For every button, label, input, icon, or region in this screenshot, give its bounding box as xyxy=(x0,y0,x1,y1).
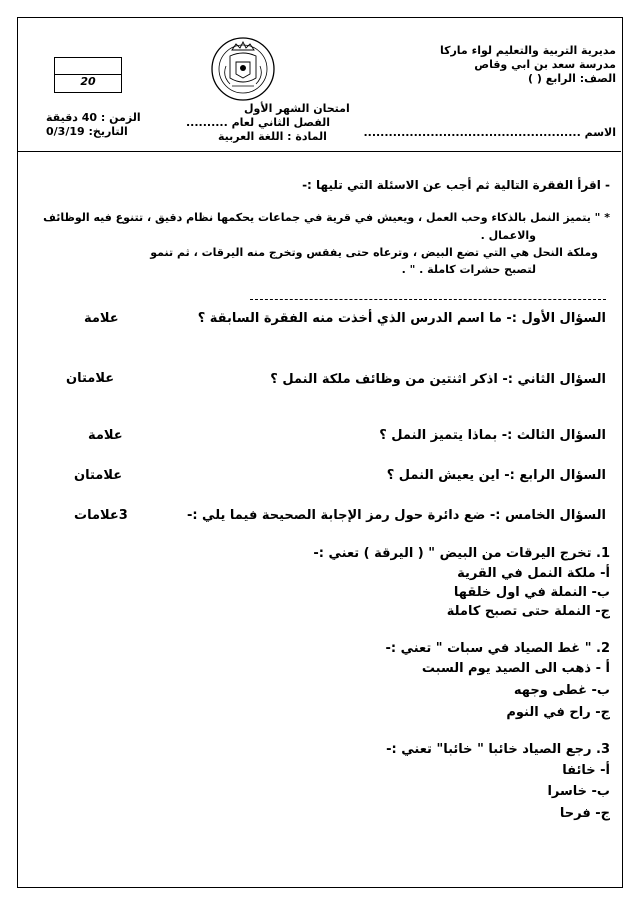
exam-date: التاريخ: 0/3/19 xyxy=(46,125,128,138)
grade: الصف: الرابع ( ) xyxy=(528,72,616,85)
mcq-3-option-a[interactable]: أ- خائفا xyxy=(562,763,610,778)
question-2-marks: علامتان xyxy=(66,371,115,386)
question-3-marks: علامة xyxy=(88,428,123,443)
page-border xyxy=(17,17,623,888)
question-5-marks: 3علامات xyxy=(74,508,128,523)
mcq-1-option-c[interactable]: ج- النملة حتى تصبح كاملة xyxy=(446,604,610,619)
mcq-2-option-b[interactable]: ب- غطى وجهه xyxy=(513,683,610,698)
exam-duration: الزمن : 40 دقيقة xyxy=(46,111,141,124)
mcq-3-stem: 3. رجع الصياد خائبا " خائبا" تعني :- xyxy=(386,742,610,757)
jordan-coat-of-arms-icon xyxy=(210,36,276,102)
question-5: السؤال الخامس :- ضع دائرة حول رمز الإجابة الصحيحة فيما يلي :- xyxy=(186,508,606,523)
total-score-box xyxy=(54,57,122,93)
mcq-2-option-c[interactable]: ج- راح في النوم xyxy=(506,705,610,720)
question-1: السؤال الأول :- ما اسم الدرس الذي أخذت منه الفقرة السابقة ؟ xyxy=(197,311,606,326)
student-name-field[interactable]: الاسم .................................................... xyxy=(363,126,616,139)
passage-line-2: والاعمال . xyxy=(480,229,536,242)
mcq-1-option-b[interactable]: ب- النملة في اول خلقها xyxy=(453,585,610,600)
question-4: السؤال الرابع :- اين يعيش النمل ؟ xyxy=(386,468,606,483)
question-1-marks: علامة xyxy=(84,311,119,326)
mcq-2-stem: 2. " غط الصياد في سبات " تعني :- xyxy=(385,641,610,656)
total-score: 20 xyxy=(80,75,96,88)
question-4-marks: علامتان xyxy=(74,468,123,483)
passage-divider xyxy=(250,299,606,300)
question-2: السؤال الثاني :- اذكر اثنتين من وظائف ملكة النمل ؟ xyxy=(270,372,606,387)
passage-line-4: لتصبح حشرات كاملة . " . xyxy=(401,263,536,276)
directorate: مديرية التربية والتعليم لواء ماركا xyxy=(439,44,616,57)
mcq-1-option-a[interactable]: أ- ملكة النمل في القرية xyxy=(457,566,610,581)
subject: المادة : اللغة العربية xyxy=(218,130,327,143)
header-divider xyxy=(17,151,621,152)
mcq-2-option-a[interactable]: أ - ذهب الى الصيد يوم السبت xyxy=(421,661,610,676)
mcq-3-option-b[interactable]: ب- خاسرا xyxy=(547,784,610,799)
exam-title: امتحان الشهر الأول xyxy=(244,102,350,115)
passage-line-3: وملكة النحل هي التي تضع البيض ، وترعاه حتى يفقس وتخرج منه اليرقات ، ثم تنمو xyxy=(150,246,598,259)
semester: الفصل الثاني لعام .......... xyxy=(186,116,331,129)
question-3: السؤال الثالث :- بماذا يتميز النمل ؟ xyxy=(379,428,606,443)
school-name: مدرسة سعد بن ابي وقاص xyxy=(474,58,616,71)
mcq-1-stem: 1. تخرج اليرقات من البيض " ( اليرقة ) تعني :- xyxy=(313,546,610,561)
passage-line-1: * " يتميز النمل بالذكاء وحب العمل ، ويعيش في قرية في جماعات يحكمها نظام دقيق ، تتنوع فيه الوظائف xyxy=(43,211,610,224)
mcq-3-option-c[interactable]: ج- فرحا xyxy=(559,806,610,821)
reading-instruction: - اقرأ الفقرة التالية ثم أجب عن الاسئلة التي تليها :- xyxy=(302,178,610,192)
